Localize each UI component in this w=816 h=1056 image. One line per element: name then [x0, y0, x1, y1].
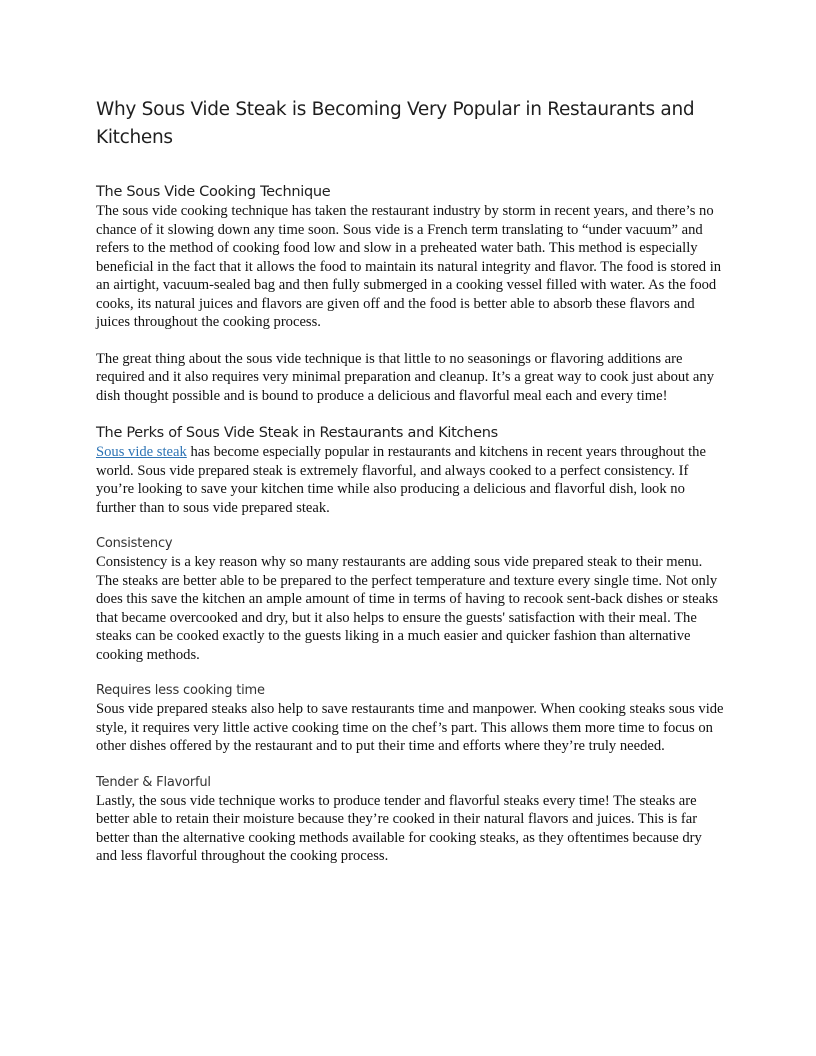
section-spacer [96, 517, 726, 535]
subheading-cooking-time: Requires less cooking time [96, 683, 265, 698]
section-heading-technique: The Sous Vide Cooking Technique [96, 184, 331, 200]
section-spacer [96, 756, 726, 774]
section-heading-perks: The Perks of Sous Vide Steak in Restaurants and Kitchens [96, 425, 498, 441]
perks-paragraph-text: has become especially popular in restaurants and kitchens in recent years throughout the world. Sous vide prepared steak is extremely flavorful, and always cooked to a perfect consistency. If you’re looking to save your kitchen time while also producing a delicious and flavorful dish, look no further than to sous vide prepared steak. [96, 444, 706, 516]
document-title: Why Sous Vide Steak is Becoming Very Popular in Restaurants and Kitchens [96, 99, 695, 148]
tender-flavorful-paragraph: Lastly, the sous vide technique works to produce tender and flavorful steaks every time! The steaks are better able to retain their moisture because they’re cooked in their natural flavors and juices. This is far better than the alternative cooking methods available for cooking steaks, as they oftentimes because dry and less flavorful throughout the cooking process. [96, 792, 702, 864]
paragraph-spacer [96, 332, 726, 350]
document-page [96, 96, 726, 866]
technique-paragraph-1: The sous vide cooking technique has taken the restaurant industry by storm in recent years, and there’s no chance of it slowing down any time soon. Sous vide is a French term translating to “under vacuum” and refers to the method of cooking food low and slow in a preheated water bath. This method is especially beneficial in the fact that it allows the food to maintain its natural integrity and flavor. The food is stored in an airtight, vacuum-sealed bag and then fully submerged in a cooking vessel filled with water. As the food cooks, its natural juices and flavors are given off and the food is better able to absorb these flavors and juices throughout the cooking process. [96, 203, 722, 330]
technique-paragraph-2: The great thing about the sous vide technique is that little to no seasonings or flavoring additions are required and it also requires very minimal preparation and cleanup. It’s a great way to cook just about any dish thought possible and is bound to produce a delicious and flavorful meal each and every time! [96, 350, 715, 404]
consistency-paragraph: Consistency is a key reason why so many restaurants are adding sous vide prepared steak to their menu. The steaks are better able to be prepared to the perfect temperature and texture every single time. Not only does this save the kitchen an ample amount of time in terms of having to recook sent-back dishes or steaks that became overcooked and dry, but it also helps to ensure the guests' satisfaction with their meal. The steaks can be cooked exactly to the guests liking in a much easier and quicker fashion than alternative cooking methods. [96, 554, 719, 663]
section-spacer [96, 405, 726, 423]
section-spacer [96, 664, 726, 682]
sous-vide-steak-link[interactable]: Sous vide steak [96, 444, 187, 460]
subheading-tender-flavorful: Tender & Flavorful [96, 774, 211, 790]
cooking-time-paragraph: Sous vide prepared steaks also help to save restaurants time and manpower. When cooking steaks sous vide style, it requires very little active cooking time on the chef’s part. This allows them more time to focus on other dishes offered by the restaurant and to put their time and efforts where they’re truly needed. [96, 701, 724, 754]
perks-paragraph [96, 443, 726, 517]
subheading-consistency: Consistency [96, 536, 173, 551]
